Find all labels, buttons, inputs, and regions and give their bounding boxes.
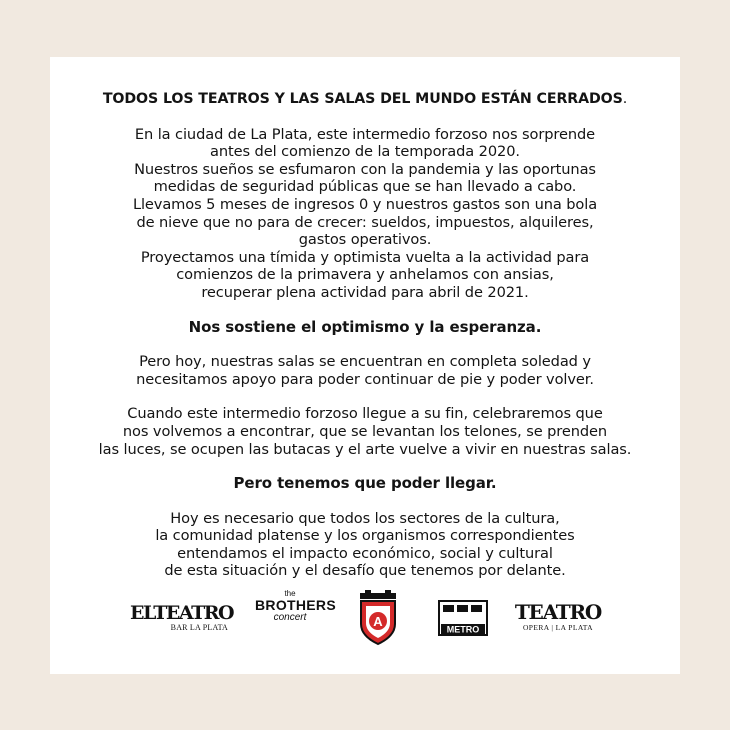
elteatro-logo <box>130 602 234 632</box>
elteatro-logo-name: ELTEATRO <box>130 602 234 624</box>
paragraph-line: de esta situación y el desafío que tenemos por delante. <box>164 562 566 580</box>
brothers-logo-name: BROTHERS <box>255 597 336 613</box>
paragraph-line: medidas de seguridad públicas que se han llevado a cabo. <box>153 178 577 196</box>
paragraph-line: las luces, se ocupen las butacas y el arte vuelve a vivir en nuestras salas. <box>98 440 632 458</box>
metro-building-icon <box>438 600 488 636</box>
teatro-opera-logo-name: TEATRO <box>514 600 602 624</box>
paragraph-line: recuperar plena actividad para abril de 2021. <box>201 283 529 301</box>
teatro-opera-logo <box>512 602 604 632</box>
paragraph-line: Llevamos 5 meses de ingresos 0 y nuestros gastos son una bola <box>132 195 598 213</box>
paragraph-line: necesitamos apoyo para poder continuar de pie y poder volver. <box>136 370 594 388</box>
brothers-concert-logo <box>255 589 336 623</box>
elteatro-logo-sub: BAR LA PLATA <box>170 623 228 632</box>
metro-label: METRO <box>446 624 480 635</box>
teatro-opera-logo-sub: OPERA | LA PLATA <box>522 623 594 632</box>
paragraph-line: Proyectamos una tímida y optimista vuelta a la actividad para <box>140 248 590 266</box>
headline-text: TODOS LOS TEATROS Y LAS SALAS DEL MUNDO ESTÁN CERRADOS <box>102 91 623 107</box>
paragraph-line: En la ciudad de La Plata, este intermedio forzoso nos sorprende <box>134 125 596 143</box>
paragraph-line: entendamos el impacto económico, social y cultural <box>177 544 553 562</box>
brothers-logo-top: the <box>284 589 296 598</box>
paragraph-line: antes del comienzo de la temporada 2020. <box>210 143 520 161</box>
headline-period: . <box>622 91 628 107</box>
paragraph-line: Hoy es necesario que todos los sectores de la cultura, <box>170 509 560 527</box>
statement-must-arrive: Pero tenemos que poder llegar. <box>233 474 497 493</box>
paragraph-line: Cuando este intermedio forzoso llegue a su fin, celebraremos que <box>127 405 603 423</box>
paragraph-line: Pero hoy, nuestras salas se encuentran en completa soledad y <box>139 353 591 371</box>
paragraph-line: nos volvemos a encontrar, que se levantan los telones, se prenden <box>122 422 608 440</box>
paragraph-context <box>50 126 680 302</box>
statement-optimism: Nos sostiene el optimismo y la esperanza. <box>188 317 542 336</box>
shield-icon <box>357 590 399 646</box>
shield-letter: A <box>373 614 383 629</box>
metro-logo <box>438 600 488 636</box>
sponsor-logos <box>50 590 680 646</box>
shield-logo <box>357 590 399 646</box>
paragraph-celebration <box>50 405 680 458</box>
paragraph-support <box>50 353 680 388</box>
paragraph-line: Nuestros sueños se esfumaron con la pandemia y las oportunas <box>134 160 596 178</box>
statement-text <box>50 91 680 580</box>
headline <box>50 91 680 109</box>
paragraph-line: gastos operativos. <box>298 231 432 249</box>
statement-card <box>50 57 680 674</box>
paragraph-line: comienzos de la primavera y anhelamos con ansias, <box>176 266 554 284</box>
brothers-logo-sub: concert <box>273 612 307 623</box>
paragraph-line: de nieve que no para de crecer: sueldos, impuestos, alquileres, <box>136 213 594 231</box>
paragraph-call <box>50 510 680 580</box>
paragraph-line: la comunidad platense y los organismos correspondientes <box>155 527 575 545</box>
